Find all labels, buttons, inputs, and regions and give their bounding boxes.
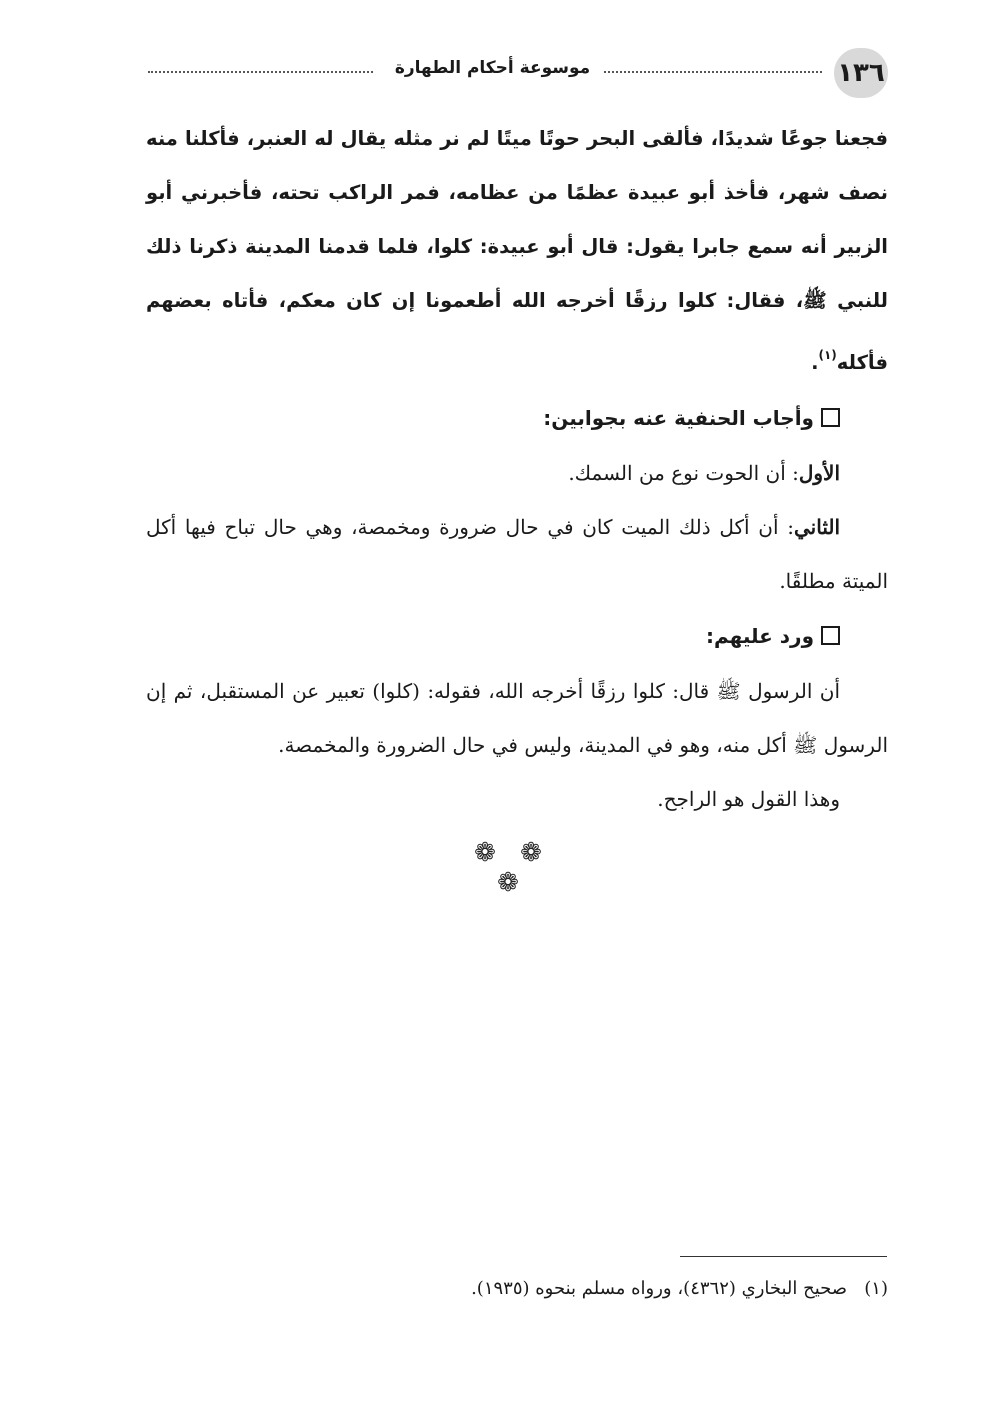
- section-divider-ornament: ❁ ❁ ❁: [474, 838, 550, 898]
- hadith-paragraph: فجعنا جوعًا شديدًا، فألقى البحر حوتًا ميتًا لم نر مثله يقال له العنبر، فأكلنا منه نصف شهر، فأخذ أبو عبيدة عظمًا من عظامه، فمر الراكب تحته، فأخبرني أبو الزبير أنه سمع جابرا يقول: قال أبو عبيدة: كلوا، فلما قدمنا المدينة ذكرنا ذلك للنبي ﷺ، فقال: كلوا رزقًا أخرجه الله أطعمونا إن كان معكم، فأتاه بعضهم فأكله$^{(١)}$.: [146, 127, 888, 374]
- footnote-rule: [680, 1256, 887, 1257]
- page-number: ١٣٦: [834, 48, 888, 98]
- page-header: [148, 48, 888, 98]
- heading-answers: وأجاب الحنفية عنه بجوابين:: [146, 390, 888, 446]
- book-title: موسوعة أحكام الطهارة: [394, 58, 591, 78]
- rebuttal-paragraph: أن الرسول ﷺ قال: كلوا رزقًا أخرجه الله، فقوله: (كلوا) تعبير عن المستقبل، ثم إن الرسول ﷺ أكل منه، وهو في المدينة، وليس في حال الضرورة والمخمصة.: [146, 679, 888, 757]
- footnote-ref: (١): [818, 348, 837, 362]
- conclusion: وهذا القول هو الراجح.: [657, 787, 840, 811]
- checkbox-square-icon: [821, 408, 840, 427]
- first-answer: الأول: أن الحوت نوع من السمك.: [568, 461, 840, 485]
- footnote-text: صحيح البخاري (٤٣٦٢)، ورواه مسلم بنحوه (١٩٣٥).: [471, 1278, 848, 1299]
- footnote-number: (١): [864, 1278, 888, 1299]
- header-dotted-rule-right: [604, 71, 822, 73]
- second-answer: الثاني: أن أكل ذلك الميت كان في حال ضرورة ومخمصة، وهي حال تباح فيها أكل الميتة مطلقًا.: [146, 515, 888, 593]
- checkbox-square-icon: [821, 626, 840, 645]
- page-body: [146, 112, 888, 826]
- footnote: [146, 1278, 888, 1299]
- header-dotted-rule-left: [148, 71, 373, 73]
- first-label: الأول: [798, 461, 840, 485]
- heading-rebuttal: ورد عليهم:: [146, 608, 888, 664]
- second-label: الثاني: [793, 515, 840, 539]
